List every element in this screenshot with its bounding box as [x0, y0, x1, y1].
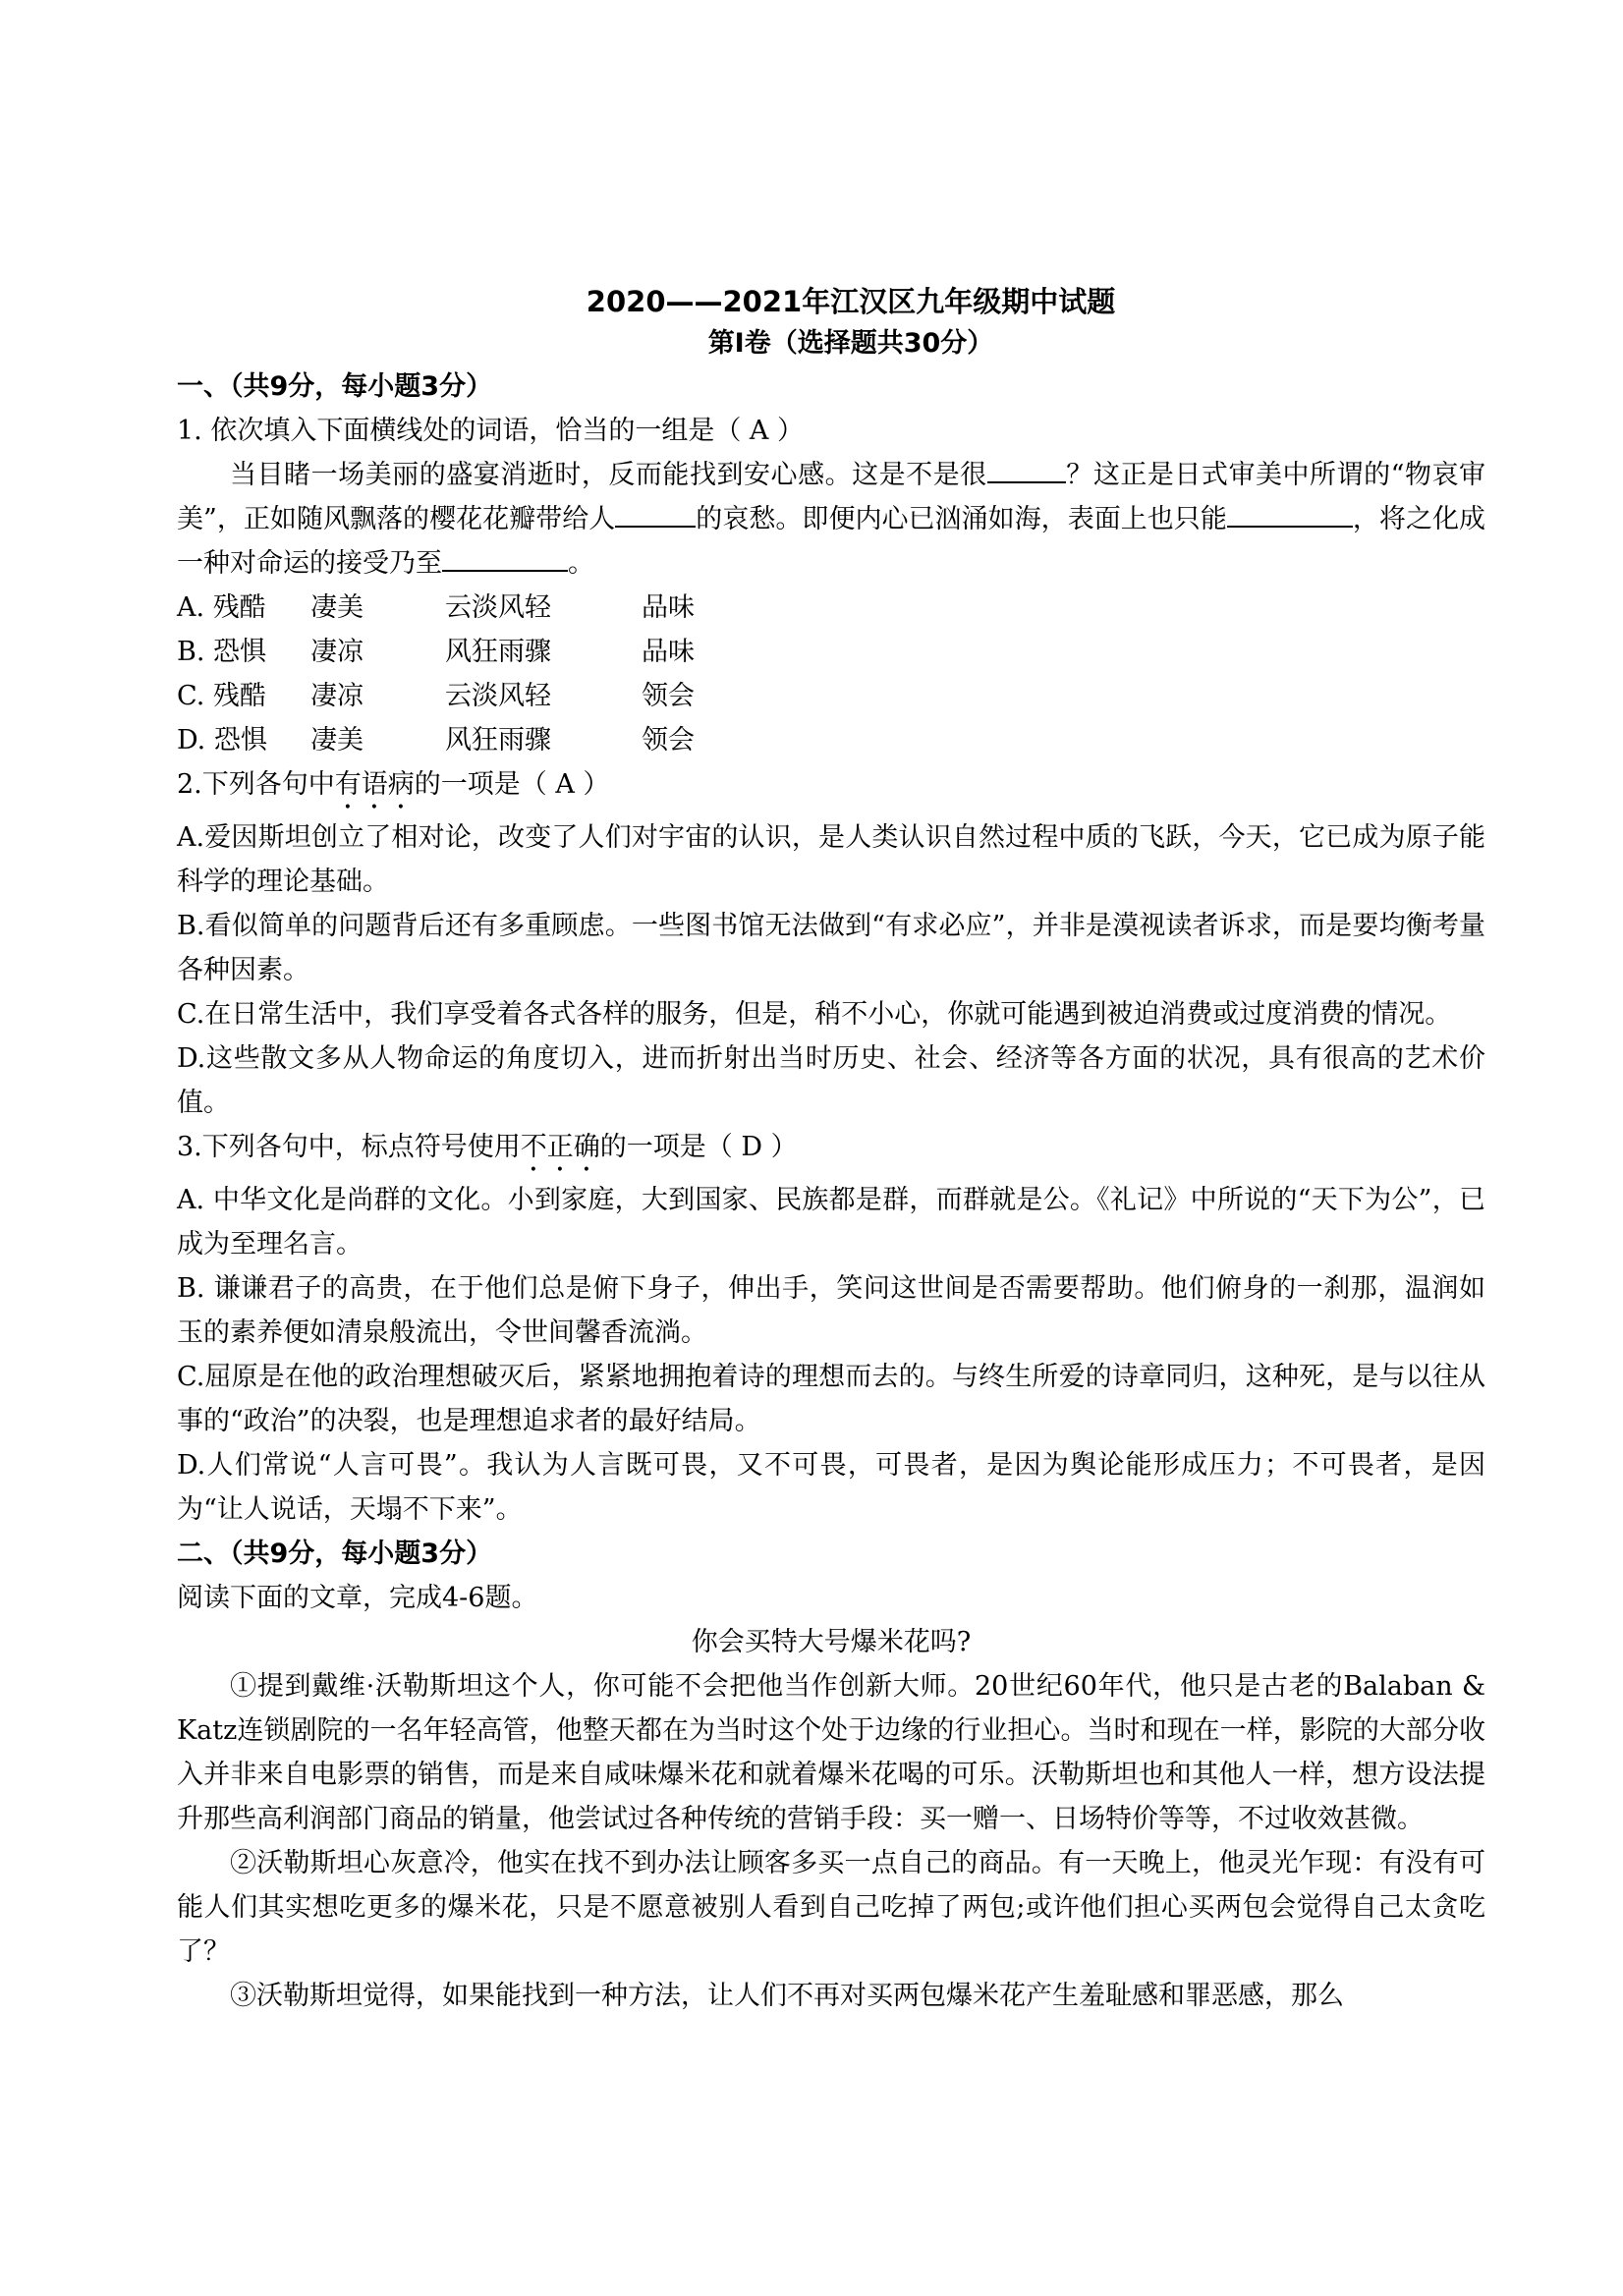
- article-paragraph-3: ③沃勒斯坦觉得，如果能找到一种方法，让人们不再对买两包爆米花产生羞耻感和罪恶感，那么: [230, 1981, 1344, 2011]
- q2-option-a: A.爱因斯坦创立了相对论，改变了人们对宇宙的认识，是人类认识自然过程中质的飞跃，今天，它已成为原子能科学的理论基础。: [177, 822, 1485, 897]
- question-2-stem: 2.下列各句中有语病的一项是（ A ）: [177, 769, 610, 800]
- q1-option-d: D. 恐惧 凄美 风狂雨骤 领会: [177, 725, 695, 756]
- article-paragraph-2: ②沃勒斯坦心灰意冷，他实在找不到办法让顾客多买一点自己的商品。有一天晚上，他灵光乍现：有没有可能人们其实想吃更多的爆米花，只是不愿意被别人看到自己吃掉了两包;或许他们担心买两包会觉得自己太贪吃了？: [177, 1848, 1485, 1967]
- blank-1: [987, 456, 1066, 483]
- question-3-stem: 3.下列各句中，标点符号使用不正确的一项是（ D ）: [177, 1132, 798, 1162]
- question-1-stem: 1. 依次填入下面横线处的词语，恰当的一组是（ A ）: [177, 416, 805, 446]
- q1-option-c: C. 残酷 凄凉 云淡风轻 领会: [177, 681, 695, 711]
- blank-4: [442, 544, 568, 572]
- paper-subtitle: 第Ⅰ卷（选择题共30分）: [707, 328, 994, 359]
- document-body: [177, 280, 1485, 2018]
- q1-option-a: A. 残酷 凄美 云淡风轻 品味: [177, 592, 695, 623]
- q1-option-b: B. 恐惧 凄凉 风狂雨骤 品味: [177, 637, 695, 667]
- blank-3: [1227, 500, 1353, 528]
- article-paragraph-1: ①提到戴维·沃勒斯坦这个人，你可能不会把他当作创新大师。20世纪60年代，他只是古老的Balaban & Katz连锁剧院的一名年轻高管，他整天都在为当时这个处于边缘的行业担心。当时和现在一样，影院的大部分收入并非来自电影票的销售，而是来自咸味爆米花和就着爆米花喝的可乐。沃勒斯坦也和其他人一样，想方设法提升那些高利润部门商品的销量，他尝试过各种传统的营销手段：买一赠一、日场特价等等，不过收效甚微。: [177, 1671, 1485, 1834]
- reading-instruction: 阅读下面的文章，完成4-6题。: [177, 1583, 538, 1613]
- q2-option-b: B.看似简单的问题背后还有多重顾虑。一些图书馆无法做到“有求必应”，并非是漠视读者诉求，而是要均衡考量各种因素。: [177, 911, 1485, 985]
- q3-option-c: C.屈原是在他的政治理想破灭后，紧紧地拥抱着诗的理想而去的。与终生所爱的诗章同归，这种死，是与以往从事的“政治”的决裂，也是理想追求者的最好结局。: [177, 1362, 1485, 1436]
- blank-2: [615, 500, 696, 528]
- q2-option-c: C.在日常生活中，我们享受着各式各样的服务，但是，稍不小心，你就可能遇到被迫消费或过度消费的情况。: [177, 999, 1452, 1030]
- q2-option-d: D.这些散文多从人物命运的角度切入，进而折射出当时历史、社会、经济等各方面的状况，具有很高的艺术价值。: [177, 1043, 1485, 1118]
- q3-option-d: D.人们常说“人言可畏”。我认为人言既可畏，又不可畏，可畏者，是因为舆论能形成压力；不可畏者，是因为“让人说话，天塌不下来”。: [177, 1450, 1485, 1525]
- article-title: 你会买特大号爆米花吗?: [691, 1627, 972, 1657]
- q3-option-a: A. 中华文化是尚群的文化。小到家庭，大到国家、民族都是群，而群就是公。《礼记》中所说的“天下为公”，已成为至理名言。: [177, 1185, 1485, 1260]
- exam-title: 2020——2021年江汉区九年级期中试题: [586, 285, 1116, 318]
- q3-option-b: B. 谦谦君子的高贵，在于他们总是俯下身子，伸出手，笑问这世间是否需要帮助。他们俯身的一刹那，温润如玉的素养便如清泉般流出，令世间馨香流淌。: [177, 1273, 1485, 1348]
- section-1-heading: 一、（共9分，每小题3分）: [177, 371, 493, 402]
- question-1-passage: 当目睹一场美丽的盛宴消逝时，反而能找到安心感。这是不是很 ？这正是日式审美中所谓的“物哀审美”，正如随风飘落的樱花花瓣带给人 的哀愁。即便内心已汹涌如海，表面上也只能 ，将之化成一种对命运的接受乃至 。: [177, 453, 1485, 586]
- section-2-heading: 二、（共9分，每小题3分）: [177, 1539, 493, 1569]
